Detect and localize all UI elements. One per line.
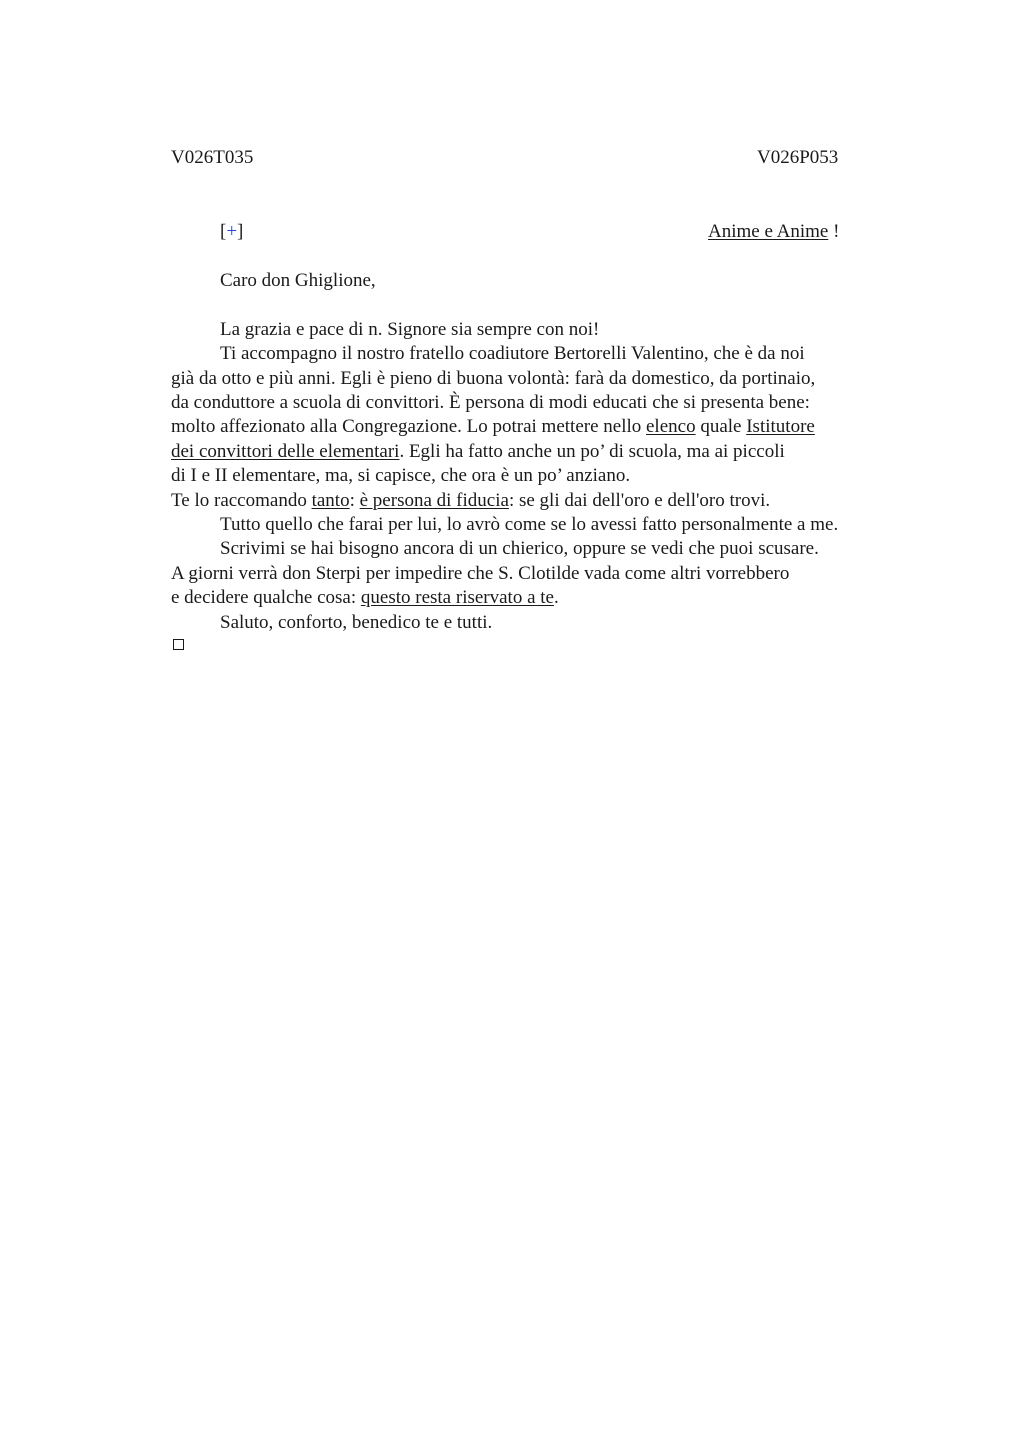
expand-marker bbox=[220, 220, 243, 244]
text-span: : bbox=[349, 490, 360, 511]
motto-text: Anime e Anime bbox=[708, 221, 829, 242]
document-code-left: V026T035 bbox=[171, 147, 254, 168]
salutation: Caro don Ghiglione, bbox=[220, 270, 376, 291]
letter-line: La grazia e pace di n. Signore sia sempre con noi! bbox=[220, 319, 600, 340]
underlined-text: questo resta riservato a te bbox=[360, 587, 554, 608]
letter-line: Scrivimi se hai bisogno ancora di un chierico, oppure se vedi che puoi scusare. bbox=[220, 538, 819, 559]
motto bbox=[708, 220, 839, 244]
letter-line: di I e II elementare, ma, si capisce, che ora è un po’ anziano. bbox=[171, 465, 631, 486]
letter-line bbox=[171, 489, 911, 513]
letter-line bbox=[171, 440, 911, 464]
underlined-text: dei convittori delle elementari bbox=[171, 441, 400, 462]
text-span: molto affezionato alla Congregazione. Lo potrai mettere nello bbox=[171, 416, 646, 437]
letter-line bbox=[171, 415, 911, 439]
expand-plus-link[interactable]: + bbox=[226, 221, 238, 242]
text-span: . bbox=[553, 587, 559, 608]
underlined-text: elenco bbox=[646, 416, 696, 437]
letter-line: già da otto e più anni. Egli è pieno di buona volontà: farà da domestico, da portinaio, bbox=[171, 368, 816, 389]
text-span: : se gli dai dell'oro e dell'oro trovi. bbox=[508, 490, 771, 511]
letter-line: Ti accompagno il nostro fratello coadiutore Bertorelli Valentino, che è da noi bbox=[220, 343, 805, 364]
text-span: quale bbox=[695, 416, 747, 437]
letter-line: A giorni verrà don Sterpi per impedire che S. Clotilde vada come altri vorrebbero bbox=[171, 563, 790, 584]
letter-line bbox=[171, 586, 911, 610]
letter-line: da conduttore a scuola di convittori. È persona di modi educati che si presenta bene: bbox=[171, 392, 810, 413]
underlined-text: è persona di fiducia bbox=[359, 490, 509, 511]
motto-suffix: ! bbox=[828, 221, 840, 242]
end-of-document-square-icon bbox=[173, 639, 184, 650]
underlined-text: tanto bbox=[311, 490, 350, 511]
underlined-text: Istitutore bbox=[746, 416, 815, 437]
letter-line: Tutto quello che farai per lui, lo avrò come se lo avessi fatto personalmente a me. bbox=[220, 514, 839, 535]
letter-closing: Saluto, conforto, benedico te e tutti. bbox=[220, 612, 493, 633]
bracket-close: ] bbox=[237, 221, 244, 242]
text-span: . Egli ha fatto anche un po’ di scuola, ma ai piccoli bbox=[399, 441, 785, 462]
bracket-open: [ bbox=[220, 221, 227, 242]
text-span: e decidere qualche cosa: bbox=[171, 587, 361, 608]
document-code-right: V026P053 bbox=[757, 147, 839, 168]
text-span: Te lo raccomando bbox=[171, 490, 312, 511]
